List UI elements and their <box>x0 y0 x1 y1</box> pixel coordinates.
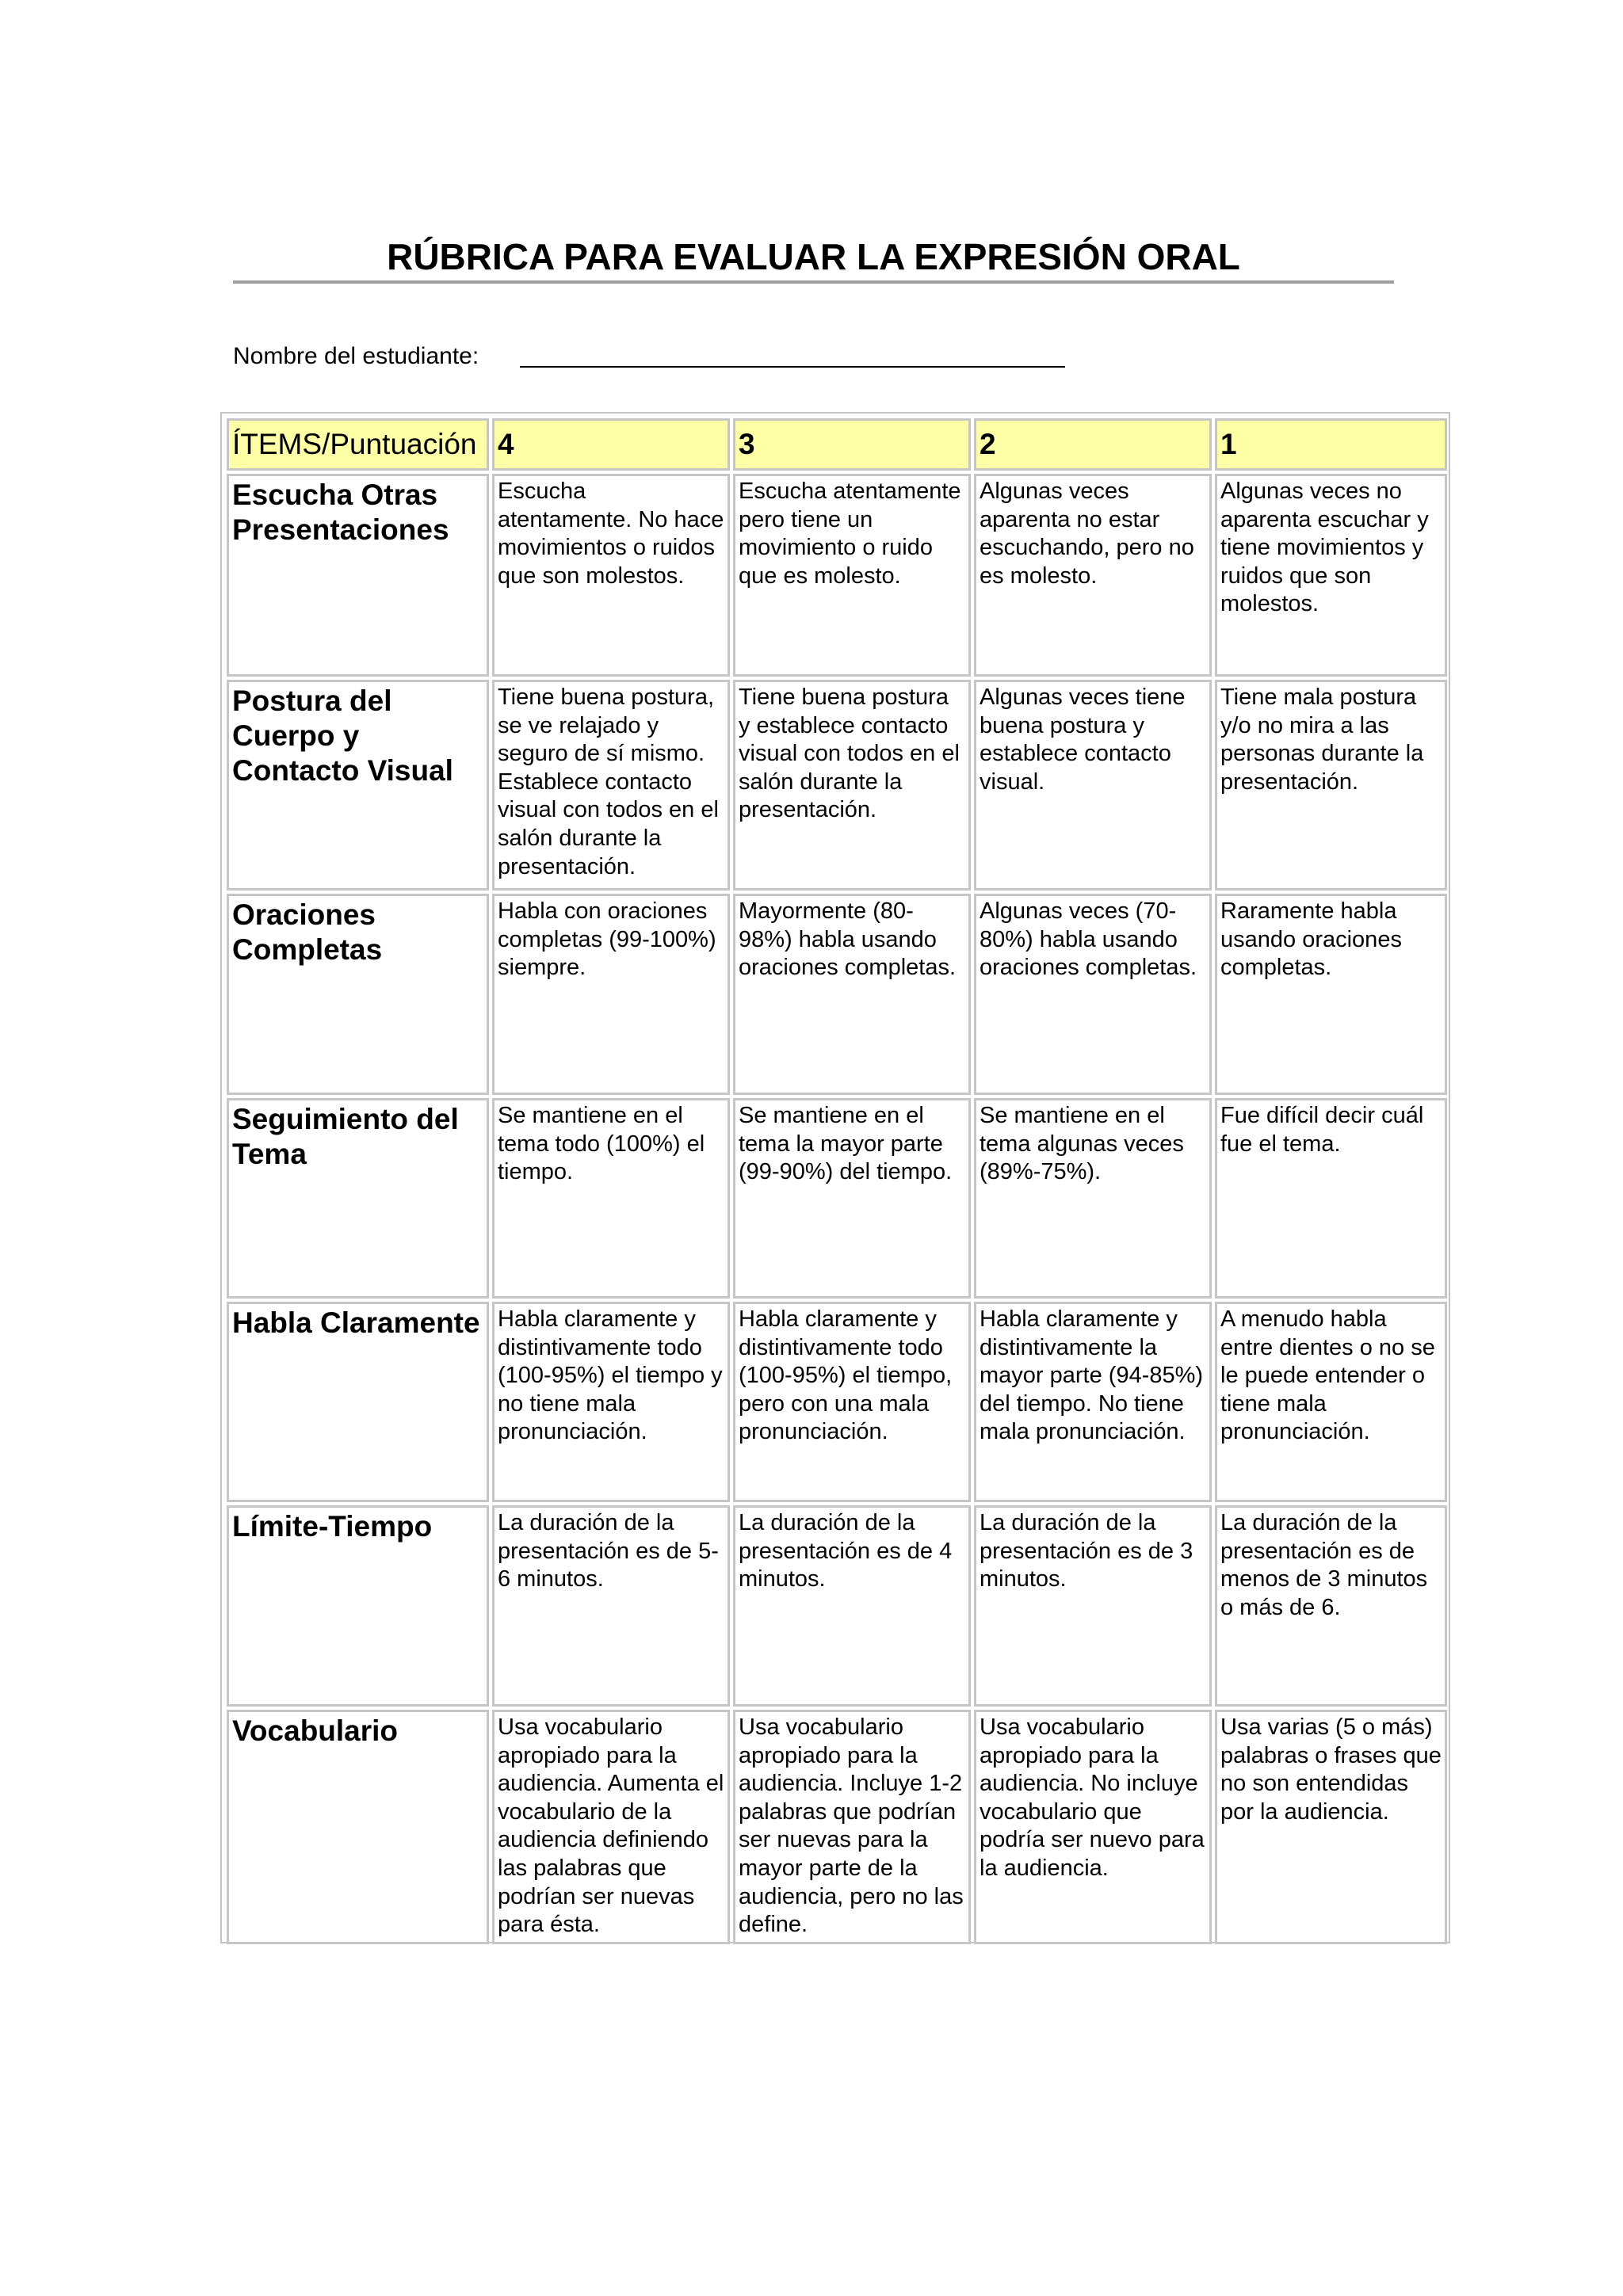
criterion-score-2: La duración de la presentación es de 3 minutos. <box>974 1505 1212 1707</box>
student-name-label: Nombre del estudiante: <box>233 343 479 369</box>
criterion-score-1: A menudo habla entre dientes o no se le puede entender o tiene mala pronunciación. <box>1215 1302 1447 1502</box>
criterion-score-4: Usa vocabulario apropiado para la audiencia. Aumenta el vocabulario de la audiencia definiendo las palabras que podrían ser nuevas para ésta. <box>492 1710 730 1944</box>
criterion-score-2: Usa vocabulario apropiado para la audiencia. No incluye vocabulario que podría ser nuevo para la audiencia. <box>974 1710 1212 1944</box>
rubric-row <box>227 1098 1447 1299</box>
header-score-1: 1 <box>1215 418 1447 471</box>
criterion-score-1: Raramente habla usando oraciones completas. <box>1215 894 1447 1095</box>
criterion-score-1: La duración de la presentación es de menos de 3 minutos o más de 6. <box>1215 1505 1447 1707</box>
criterion-score-3: Escucha atentamente pero tiene un movimiento o ruido que es molesto. <box>733 474 971 677</box>
rubric-table <box>223 415 1450 1947</box>
criterion-score-2: Habla claramente y distintivamente la mayor parte (94-85%) del tiempo. No tiene mala pronunciación. <box>974 1302 1212 1502</box>
criterion-score-3: Habla claramente y distintivamente todo (100-95%) el tiempo, pero con una mala pronunciación. <box>733 1302 971 1502</box>
rubric-row <box>227 1505 1447 1707</box>
header-score-2: 2 <box>974 418 1212 471</box>
header-score-4: 4 <box>492 418 730 471</box>
rubric-row <box>227 474 1447 677</box>
item-label: Oraciones Completas <box>227 894 489 1095</box>
title-underline <box>233 280 1394 284</box>
criterion-score-1: Algunas veces no aparenta escuchar y tiene movimientos y ruidos que son molestos. <box>1215 474 1447 677</box>
header-score-3: 3 <box>733 418 971 471</box>
student-name-field[interactable] <box>520 366 1065 368</box>
criterion-score-2: Se mantiene en el tema algunas veces (89%-75%). <box>974 1098 1212 1299</box>
criterion-score-2: Algunas veces aparenta no estar escuchando, pero no es molesto. <box>974 474 1212 677</box>
item-label: Límite-Tiempo <box>227 1505 489 1707</box>
criterion-score-4: Escucha atentamente. No hace movimientos o ruidos que son molestos. <box>492 474 730 677</box>
rubric-row <box>227 1710 1447 1944</box>
criterion-score-1: Fue difícil decir cuál fue el tema. <box>1215 1098 1447 1299</box>
criterion-score-3: Se mantiene en el tema la mayor parte (99-90%) del tiempo. <box>733 1098 971 1299</box>
item-label: Escucha Otras Presentaciones <box>227 474 489 677</box>
criterion-score-4: Tiene buena postura, se ve relajado y seguro de sí mismo. Establece contacto visual con todos en el salón durante la presentación. <box>492 680 730 891</box>
criterion-score-1: Usa varias (5 o más) palabras o frases que no son entendidas por la audiencia. <box>1215 1710 1447 1944</box>
criterion-score-1: Tiene mala postura y/o no mira a las personas durante la presentación. <box>1215 680 1447 891</box>
item-label: Seguimiento del Tema <box>227 1098 489 1299</box>
criterion-score-3: Mayormente (80-98%) habla usando oraciones completas. <box>733 894 971 1095</box>
criterion-score-3: Usa vocabulario apropiado para la audiencia. Incluye 1-2 palabras que podrían ser nuevas para la mayor parte de la audiencia, pero no las define. <box>733 1710 971 1944</box>
item-label: Vocabulario <box>227 1710 489 1944</box>
criterion-score-4: Habla claramente y distintivamente todo (100-95%) el tiempo y no tiene mala pronunciación. <box>492 1302 730 1502</box>
item-label: Postura del Cuerpo y Contacto Visual <box>227 680 489 891</box>
criterion-score-3: La duración de la presentación es de 4 minutos. <box>733 1505 971 1707</box>
rubric-row <box>227 680 1447 891</box>
header-items-score: ÍTEMS/Puntuación <box>227 418 489 471</box>
criterion-score-2: Algunas veces (70-80%) habla usando oraciones completas. <box>974 894 1212 1095</box>
criterion-score-3: Tiene buena postura y establece contacto visual con todos en el salón durante la presentación. <box>733 680 971 891</box>
criterion-score-4: Se mantiene en el tema todo (100%) el tiempo. <box>492 1098 730 1299</box>
criterion-score-2: Algunas veces tiene buena postura y establece contacto visual. <box>974 680 1212 891</box>
rubric-row <box>227 894 1447 1095</box>
item-label: Habla Claramente <box>227 1302 489 1502</box>
page-title: RÚBRICA PARA EVALUAR LA EXPRESIÓN ORAL <box>387 236 1240 277</box>
criterion-score-4: La duración de la presentación es de 5-6 minutos. <box>492 1505 730 1707</box>
rubric-header-row <box>227 418 1447 471</box>
criterion-score-4: Habla con oraciones completas (99-100%) siempre. <box>492 894 730 1095</box>
rubric-row <box>227 1302 1447 1502</box>
